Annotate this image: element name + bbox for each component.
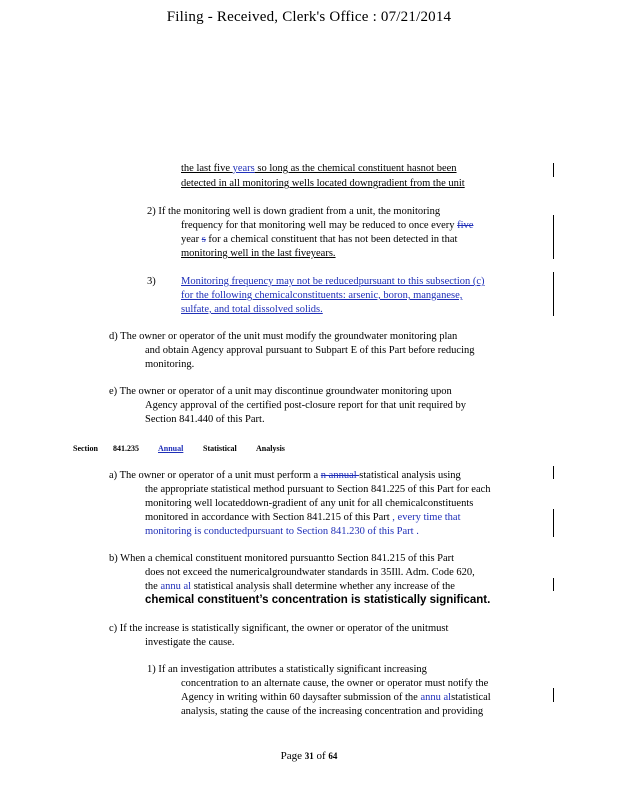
section-title-statistical: Statistical [203,444,237,453]
item-c1-line-2: concentration to an alternate cause, the owner or operator must notify the [181,678,489,689]
carryover-line-2: detected in all monitoring wells located downgradient from the unit [181,178,465,189]
item-2-line-2: frequency for that monitoring well may be reduced to once every five [181,220,474,231]
section-number: 841.235 [113,444,139,453]
paragraph-b-line-4: chemical constituent’s concentration is statistically significant. [145,594,491,606]
paragraph-a-line-2: the appropriate statistical method pursuant to Section 841.225 of this Part for each [145,484,491,495]
revision-bar [553,215,554,259]
paragraph-a-line-1: a) The owner or operator of a unit must perform a n annual statistical analysis using [109,470,461,481]
revision-bar [553,272,554,316]
paragraph-d-line-3: monitoring. [145,359,195,370]
item-3-number: 3) [147,276,156,287]
revision-bar [553,466,554,479]
item-3-line-2: for the following chemicalconstituents: arsenic, boron, manganese, [181,290,463,301]
revision-bar [553,509,554,537]
filing-header: Filing - Received, Clerk's Office : 07/21/2014 [166,9,452,25]
item-2-line-4: monitoring well in the last fiveyears. [181,248,336,259]
item-2-line-3: year s for a chemical constituent that has not been detected in that [181,234,458,245]
paragraph-e-line-2: Agency approval of the certified post-closure report for that unit required by [145,400,467,411]
carryover-line-1: the last five years so long as the chemical constituent hasnot been [181,163,457,174]
item-c1-line-1: 1) If an investigation attributes a statistically significant increasing [147,664,427,675]
item-2-line-1: 2) If the monitoring well is down gradient from a unit, the monitoring [147,206,441,217]
item-c1-line-4: analysis, stating the cause of the increasing concentration and providing [181,706,484,717]
revision-bar [553,163,554,177]
paragraph-e-line-1: e) The owner or operator of a unit may discontinue groundwater monitoring upon [109,386,452,397]
section-title-analysis: Analysis [256,444,285,453]
paragraph-b-line-1: b) When a chemical constituent monitored pursuantto Section 841.215 of this Part [109,553,455,564]
paragraph-b-line-2: does not exceed the numericalgroundwater standards in 35Ill. Adm. Code 620, [145,567,475,578]
paragraph-a-line-5: monitoring is conductedpursuant to Section 841.230 of this Part . [145,526,419,537]
paragraph-c-line-1: c) If the increase is statistically significant, the owner or operator of the unitmust [109,623,449,634]
item-3-line-1: Monitoring frequency may not be reducedpursuant to this subsection (c) [181,276,485,287]
paragraph-b-line-3: the annu al statistical analysis shall determine whether any increase of the [145,581,455,592]
revision-bar [553,578,554,591]
paragraph-a-line-4: monitored in accordance with Section 841.215 of this Part , every time that [145,512,461,523]
section-title-annual: Annual [158,444,184,453]
item-c1-line-3: Agency in writing within 60 daysafter submission of the annu alstatistical [181,692,491,703]
item-3-line-3: sulfate, and total dissolved solids. [181,304,323,315]
paragraph-e-line-3: Section 841.440 of this Part. [145,414,265,425]
paragraph-d-line-1: d) The owner or operator of the unit must modify the groundwater monitoring plan [109,331,458,342]
page-number-footer: Page 31 of 64 [280,750,338,762]
paragraph-c-line-2: investigate the cause. [145,637,235,648]
paragraph-d-line-2: and obtain Agency approval pursuant to Subpart E of this Part before reducing [145,345,475,356]
section-label: Section [73,444,98,453]
revision-bar [553,688,554,702]
paragraph-a-line-3: monitoring well locateddown-gradient of any unit for all chemicalconstituents [145,498,474,509]
